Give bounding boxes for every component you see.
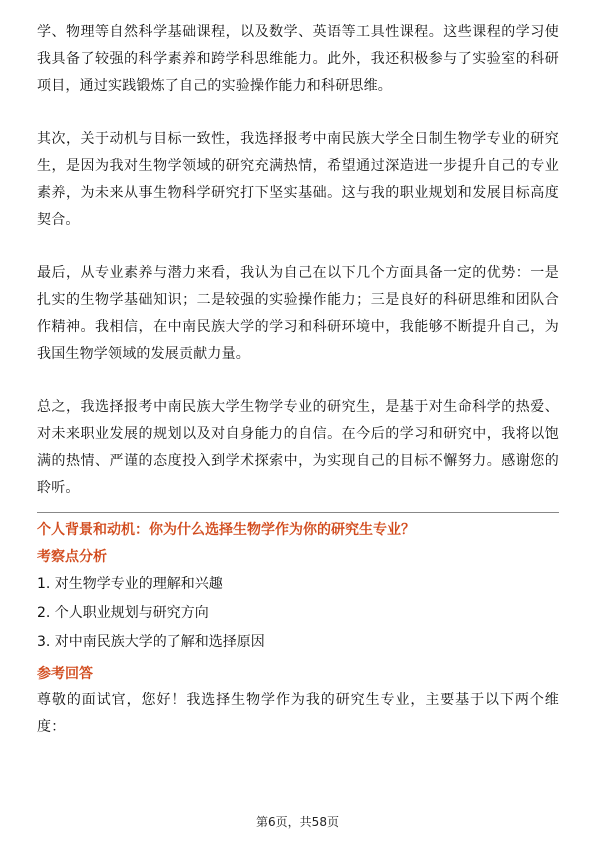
- paragraph-3: 最后，从专业素养与潜力来看，我认为自己在以下几个方面具备一定的优势：一是扎实的生物学基础知识；二是较强的实验操作能力；三是良好的科研思维和团队合作精神。我相信，在中南民族大学的学习和科研环境中，我能够不断提升自己，为我国生物学领域的发展贡献力量。: [37, 265, 559, 362]
- key-points-list: [37, 570, 559, 657]
- key-point-item: 3. 对中南民族大学的了解和选择原因: [37, 634, 265, 650]
- section-divider: [37, 512, 559, 513]
- page-number-footer: 第6页，共58页: [256, 815, 339, 829]
- paragraph-2: 其次，关于动机与目标一致性，我选择报考中南民族大学全日制生物学专业的研究生，是因为我对生物学领域的研究充满热情，希望通过深造进一步提升自己的专业素养，为未来从事生物科学研究打下坚实基础。这与我的职业规划和发展目标高度契合。: [37, 131, 559, 228]
- paragraph-4: 总之，我选择报考中南民族大学生物学专业的研究生，是基于对生命科学的热爱、对未来职业发展的规划以及对自身能力的自信。在今后的学习和研究中，我将以饱满的热情、严谨的态度投入到学术探索中，为实现自己的目标不懈努力。感谢您的聆听。: [37, 399, 559, 496]
- paragraph-1: 学、物理等自然科学基础课程，以及数学、英语等工具性课程。这些课程的学习使我具备了较强的科学素养和跨学科思维能力。此外，我还积极参与了实验室的科研项目，通过实践锻炼了自己的实验操作能力和科研思维。: [37, 24, 559, 94]
- answer-intro: 尊敬的面试官，您好！我选择生物学作为我的研究生专业，主要基于以下两个维度：: [37, 692, 559, 735]
- key-point-item: 1. 对生物学专业的理解和兴趣: [37, 576, 223, 592]
- answer-heading: 参考回答: [37, 666, 93, 682]
- question-heading: 个人背景和动机：你为什么选择生物学作为你的研究生专业？: [37, 522, 415, 538]
- key-points-heading: 考察点分析: [37, 549, 107, 565]
- document-body: [37, 19, 559, 741]
- key-point-item: 2. 个人职业规划与研究方向: [37, 605, 209, 621]
